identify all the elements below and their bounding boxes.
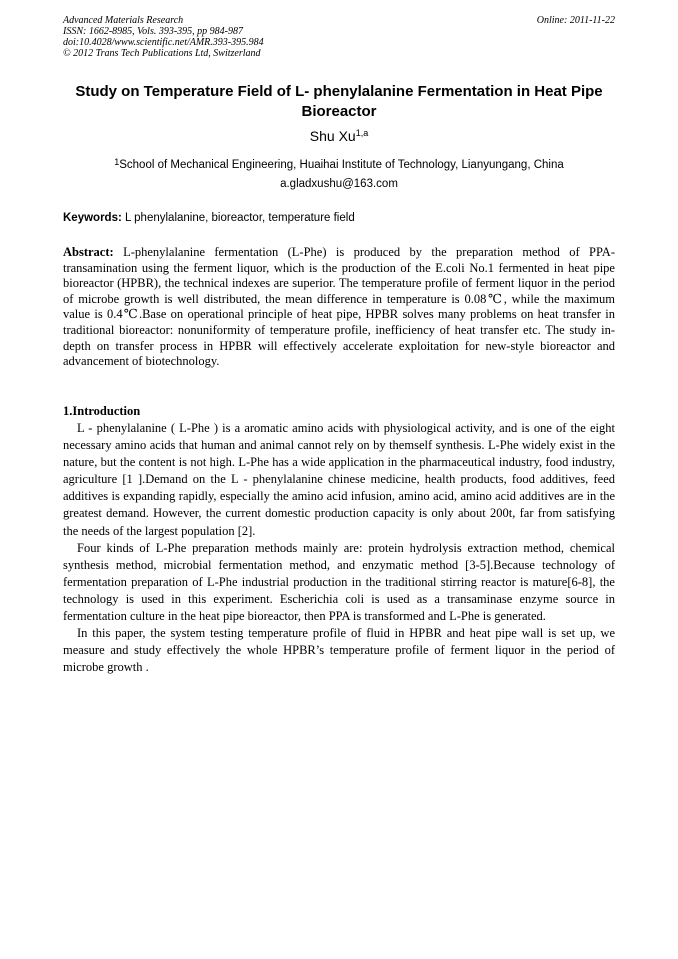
- author-superscript: 1,a: [355, 128, 369, 138]
- keywords-text: L phenylalanine, bioreactor, temperature field: [121, 212, 355, 224]
- abstract-text: L-phenylalanine fermentation (L-Phe) is produced by the preparation method of PPA-transamination using the ferment liquor, which is the production of the E.coli No.1 fermented in heat pipe bioreactor (HPBR), the technical indexes are superior. The temperature profile of ferment liquor in the period of microbe growth is well distributed, the mean difference in temperature is 0.08℃, while the maximum value is 0.4℃.Base on operational principle of heat pipe, HPBR solves many problems on heat transfer in traditional bioreactor: nonuniformity of temperature profile, inefficiency of heat transfer etc. The study in-depth on transfer process in HPBR will effectively accelerate exploitation for new-style bioreactor and advancement of biotechnology.: [63, 245, 615, 369]
- affiliation-line: [63, 156, 615, 175]
- journal-header: [63, 15, 615, 59]
- author-line: [63, 127, 615, 145]
- paper-title: Study on Temperature Field of L- phenylalanine Fermentation in Heat Pipe Bioreactor: [75, 83, 603, 120]
- online-date: Online: 2011-11-22: [536, 15, 615, 26]
- affiliation-text: School of Mechanical Engineering, Huaihai Institute of Technology, Lianyungang, China: [119, 159, 564, 171]
- abstract-label: Abstract:: [63, 245, 114, 259]
- affiliation-block: [63, 156, 615, 194]
- author-name: Shu Xu: [309, 128, 356, 144]
- keywords-label: Keywords:: [63, 212, 122, 224]
- doi-line: doi:10.4028/www.scientific.net/AMR.393-395.984: [63, 37, 264, 48]
- abstract-block: [63, 245, 615, 370]
- section-heading: 1.Introduction: [63, 404, 141, 418]
- affiliation-superscript: 1: [114, 157, 120, 167]
- section-body: [63, 420, 615, 676]
- copyright-line: © 2012 Trans Tech Publications Ltd, Switzerland: [63, 48, 261, 59]
- issn-line: ISSN: 1662-8985, Vols. 393-395, pp 984-987: [63, 26, 243, 37]
- author-email: a.gladxushu@163.com: [280, 178, 398, 190]
- journal-name: Advanced Materials Research: [63, 15, 184, 26]
- paragraph: Four kinds of L-Phe preparation methods mainly are: protein hydrolysis extraction method, chemical synthesis method, microbial fermentation method, and enzymatic method [3-5].Because technology of fermentation preparation of L-Phe industrial production in the traditional stirring reactor is mature[6-8], the technology is used in this experiment. Escherichia coli is used as a transaminase enzyme source in fermentation culture in the heat pipe bioreactor, then PPA is transformed and L-Phe is generated.: [63, 540, 615, 624]
- keywords-block: [63, 210, 615, 226]
- paragraph: In this paper, the system testing temperature profile of fluid in HPBR and heat pipe wall is set up, we measure and study effectively the whole HPBR’s temperature profile of ferment liquor in the period of microbe growth .: [63, 626, 615, 675]
- paragraph: L - phenylalanine ( L-Phe ) is a aromatic amino acids with physiological activity, and is one of the eight necessary amino acids that human and animal cannot rely on by themself synthesis. L-Phe widely exist in the nature, but the content is not high. L-Phe has a wide application in the pharmaceutical industry, food industry, agriculture [1 ].Demand on the L - phenylalanine chinese medicine, health products, food additives, feed additives is expanding rapidly, especially the amino acid infusion, amino acid, amino acid additives are in the greatest demand. However, the current domestic production capacity is only about 200t, far from satisfying the needs of the largest population [2].: [63, 421, 615, 538]
